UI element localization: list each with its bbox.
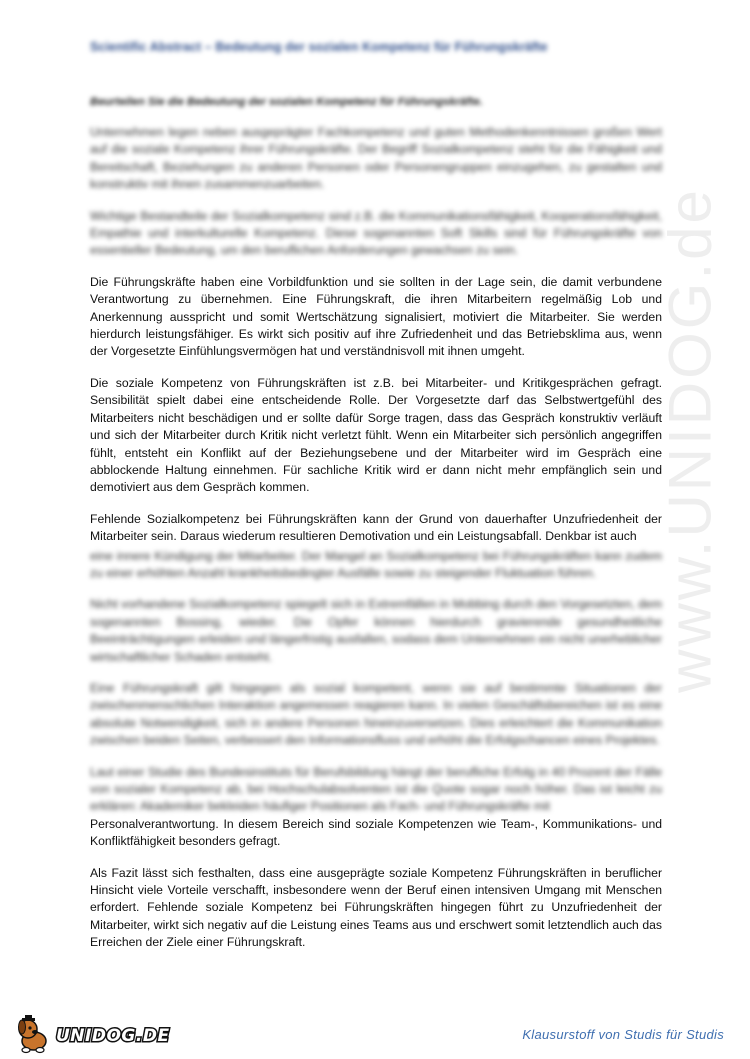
paragraph-4: Die soziale Kompetenz von Führungskräften ist z.B. bei Mitarbeiter- und Kritikgesprächen gefragt. Sensibilität spielt dabei eine entscheidende Rolle. Der Vorgesetzte darf das Selbstwertgefühl des Mitarbeiters nicht beschädigen und er sollte dafür Sorge tragen, dass das Gespräch konstruktiv verläuft und sich der Mitarbeiter durch Kritik nicht verletzt fühlt. Wenn ein Mitarbeiter sich persönlich angegriffen fühlt, entsteht ein Konflikt auf der Beziehungsebene und der Mitarbeiter wird im Gespräch eine abblockende Haltung einnehmen. Für sachliche Kritik wird er dann nicht mehr empfänglich sein und demotiviert aus dem Gespräch kommen. <box>90 375 662 495</box>
task-question: Beurteilen Sie die Bedeutung der sozialen Kompetenz für Führungskräfte. <box>90 96 483 108</box>
document-title: Scientific Abstract – Bedeutung der sozialen Kompetenz für Führungskräfte <box>90 40 548 54</box>
paragraph-5-visible-part: Fehlende Sozialkompetenz bei Führungskräften kann der Grund von dauerhafter Unzufriedenheit der Mitarbeiter sein. Daraus wiederum resultieren Demotivation und ein Leistungsabfall. Denkbar ist auch <box>90 511 662 544</box>
paragraph-3: Die Führungskräfte haben eine Vorbildfunktion und sie sollten in der Lage sein, die damit verbundene Verantwortung zu übernehmen. Eine Führungskraft, die ihren Mitarbeitern regelmäßig Lob und Anerkennung ausspricht und somit Wertschätzung signalisiert, motiviert die Mitarbeiter. Sie werden hierdurch leistungsfähiger. Es wirkt sich positiv auf ihre Zufriedenheit und das Betriebsklima aus, wenn der Vorgesetzte Einfühlungsvermögen hat und verständnisvoll mit ihnen umgeht. <box>90 274 662 359</box>
paragraph-7: Eine Führungskraft gilt hingegen als sozial kompetent, wenn sie auf bestimmte Situationen der zwischenmenschlichen Interaktion angemessen reagieren kann. In vielen Geschäftsbereichen ist es eine absolute Notwendigkeit, sich in andere Personen hineinzuversetzen. Dies erleichtert die Kommunikation zwischen beiden Seiten, verbessert den Informationsfluss und erhöht die Erfolgschancen eines Projektes. <box>90 680 662 748</box>
paragraph-8-visible-part: Personalverantwortung. In diesem Bereich sind soziale Kompetenzen wie Team-, Kommunikations- und Konfliktfähigkeit besonders gefragt. <box>90 816 662 849</box>
paragraph-8 <box>90 764 662 851</box>
unidog-logo <box>14 1014 174 1054</box>
watermark: www.UNIDOG.de <box>656 187 724 693</box>
paragraph-5 <box>90 511 662 583</box>
paragraph-2: Wichtige Bestandteile der Sozialkompetenz sind z.B. die Kommunikationsfähigkeit, Kooperationsfähigkeit, Empathie und interkulturelle Kompetenz. Diese sogenannten Soft Skills sind für Führungskräfte von essentieller Bedeutung, um den beruflichen Anforderungen gewachsen zu sein. <box>90 208 662 258</box>
paragraph-6: Nicht vorhandene Sozialkompetenz spiegelt sich in Extremfällen in Mobbing durch den Vorgesetzten, dem sogenannten Bossing, wieder. Die Opfer können hierdurch gravierende gesundheitliche Beeinträchtigungen erleiden und längerfristig ausfallen, sodass dem Unternehmen ein nicht unerheblicher wirtschaftlicher Schaden entsteht. <box>90 597 662 664</box>
paragraph-9: Als Fazit lässt sich festhalten, dass eine ausgeprägte soziale Kompetenz Führungskräften in beruflicher Hinsicht viele Vorteile verschafft, insbesondere wenn der Beruf einen intensiven Umgang mit Menschen erfordert. Fehlende soziale Kompetenz bei Führungskräften hingegen führt zu Unzufriedenheit der Mitarbeiter, wirkt sich negativ auf die Leistung eines Teams aus und erschwert somit letztendlich auch das Erreichen der Ziele einer Führungskraft. <box>90 865 662 950</box>
paragraph-8-blurred-part: Laut einer Studie des Bundesinstituts für Berufsbildung hängt der berufliche Erfolg in 40 Prozent der Fälle von sozialer Kompetenz ab, bei Hochschulabsolventen ist die Quote sogar noch höher. Das ist leicht zu erklären: Akademiker bekleiden häufiger Positionen als Fach- und Führungskräfte mit <box>90 764 662 814</box>
footer-tagline: Klausurstoff von Studis für Studis <box>522 1027 724 1042</box>
paragraph-1: Unternehmen legen neben ausgeprägter Fachkompetenz und guten Methodenkenntnissen großen Wert auf die soziale Kompetenz ihrer Führungskräfte. Der Begriff Sozialkompetenz steht für die Fähigkeit und Bereitschaft, Beziehungen zu anderen Personen oder Personengruppen einzugehen, zu gestalten und konstruktiv mit ihnen zusammenzuarbeiten. <box>90 125 662 192</box>
document-content <box>90 40 662 966</box>
logo-text: UNIDOG.DE <box>56 1026 170 1046</box>
paragraph-5-blurred-part: eine innere Kündigung der Mitarbeiter. Der Mangel an Sozialkompetenz bei Führungskräften kann zudem zu einer erhöhten Anzahl krankheitsbedingter Ausfälle sowie zu steigender Fluktuation führen. <box>90 548 662 580</box>
dog-mascot-icon <box>14 1014 58 1054</box>
